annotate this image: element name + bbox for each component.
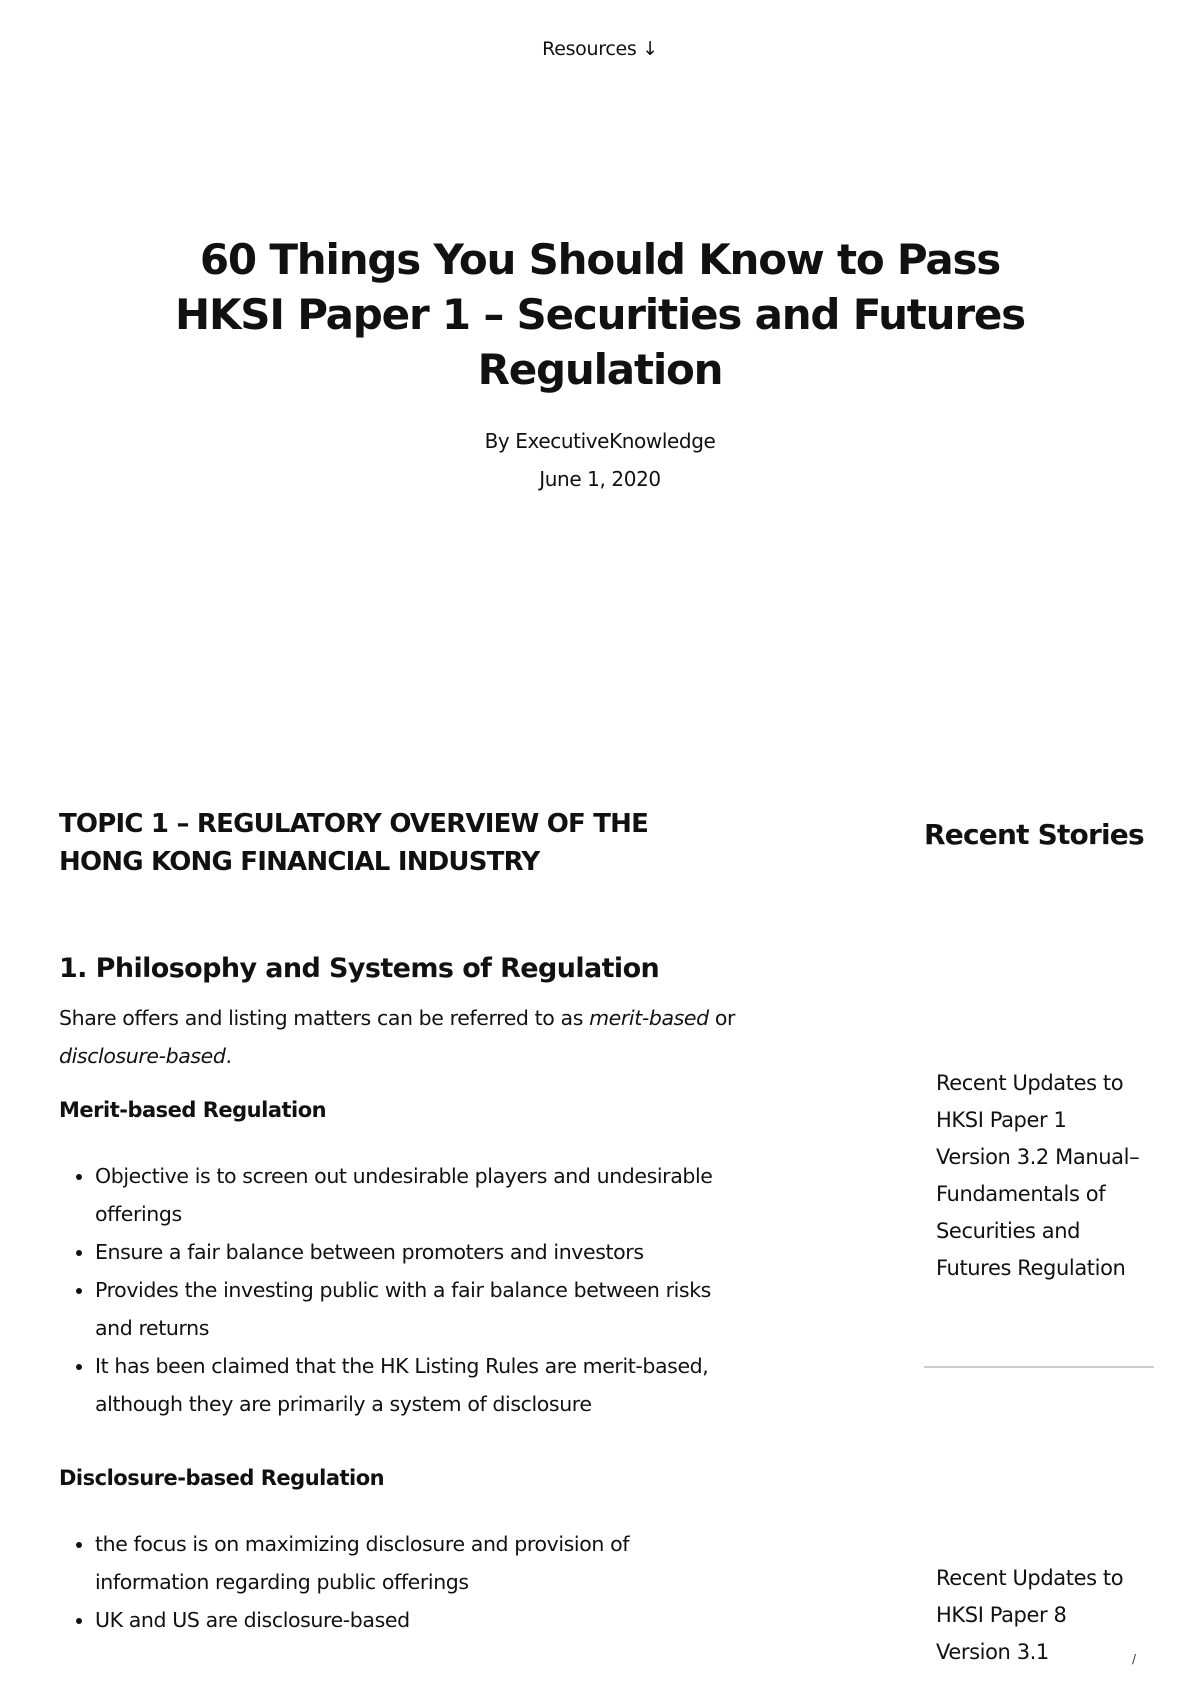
list-item: • UK and US are disclosure-based [95, 1601, 739, 1639]
intro-text-end: . [225, 1044, 232, 1068]
recent-story-link[interactable]: Recent Updates to HKSI Paper 8 Version 3.1 [936, 1566, 1124, 1664]
sidebar-divider [924, 1366, 1154, 1368]
intro-paragraph [59, 999, 739, 1075]
list-item: • Objective is to screen out undesirable players and undesirable offerings [95, 1157, 739, 1233]
section-title: 1. Philosophy and Systems of Regulation [59, 953, 660, 984]
intro-text-middle: or [708, 1006, 736, 1030]
disclosure-heading: Disclosure-based Regulation [59, 1466, 385, 1490]
list-item: • Ensure a fair balance between promoters and investors [95, 1233, 739, 1271]
list-item: • Provides the investing public with a fair balance between risks and returns [95, 1271, 739, 1347]
corner-mark: / [1132, 1652, 1137, 1666]
intro-text-start: Share offers and listing matters can be referred to as [59, 1006, 590, 1030]
intro-emphasis-merit: merit-based [589, 1006, 709, 1030]
disclosure-list [59, 1525, 739, 1639]
intro-emphasis-disclosure: disclosure-based [59, 1044, 226, 1068]
article-body [59, 805, 739, 1639]
recent-story-link[interactable]: Recent Updates to HKSI Paper 1 Version 3.2 Manual– Fundamentals of Securities and Futures Regulation [936, 1071, 1140, 1280]
resources-menu-link[interactable]: Resources ↓ [542, 38, 658, 60]
list-item: • It has been claimed that the HK Listing Rules are merit-based, although they are primarily a system of disclosure [95, 1347, 739, 1423]
article-title: 60 Things You Should Know to Pass HKSI Paper 1 – Securities and Futures Regulation [175, 235, 1025, 394]
article-header [150, 232, 1050, 491]
sidebar-title: Recent Stories [924, 818, 1144, 851]
topic-heading: TOPIC 1 – REGULATORY OVERVIEW OF THE HONG KONG FINANCIAL INDUSTRY [59, 809, 649, 877]
article-date: June 1, 2020 [539, 467, 661, 491]
merit-list [59, 1157, 739, 1423]
recent-stories-sidebar [924, 818, 1154, 1664]
article-byline: By ExecutiveKnowledge [484, 429, 716, 453]
merit-heading: Merit-based Regulation [59, 1098, 327, 1122]
list-item: • the focus is on maximizing disclosure and provision of information regarding public offerings [95, 1525, 739, 1601]
